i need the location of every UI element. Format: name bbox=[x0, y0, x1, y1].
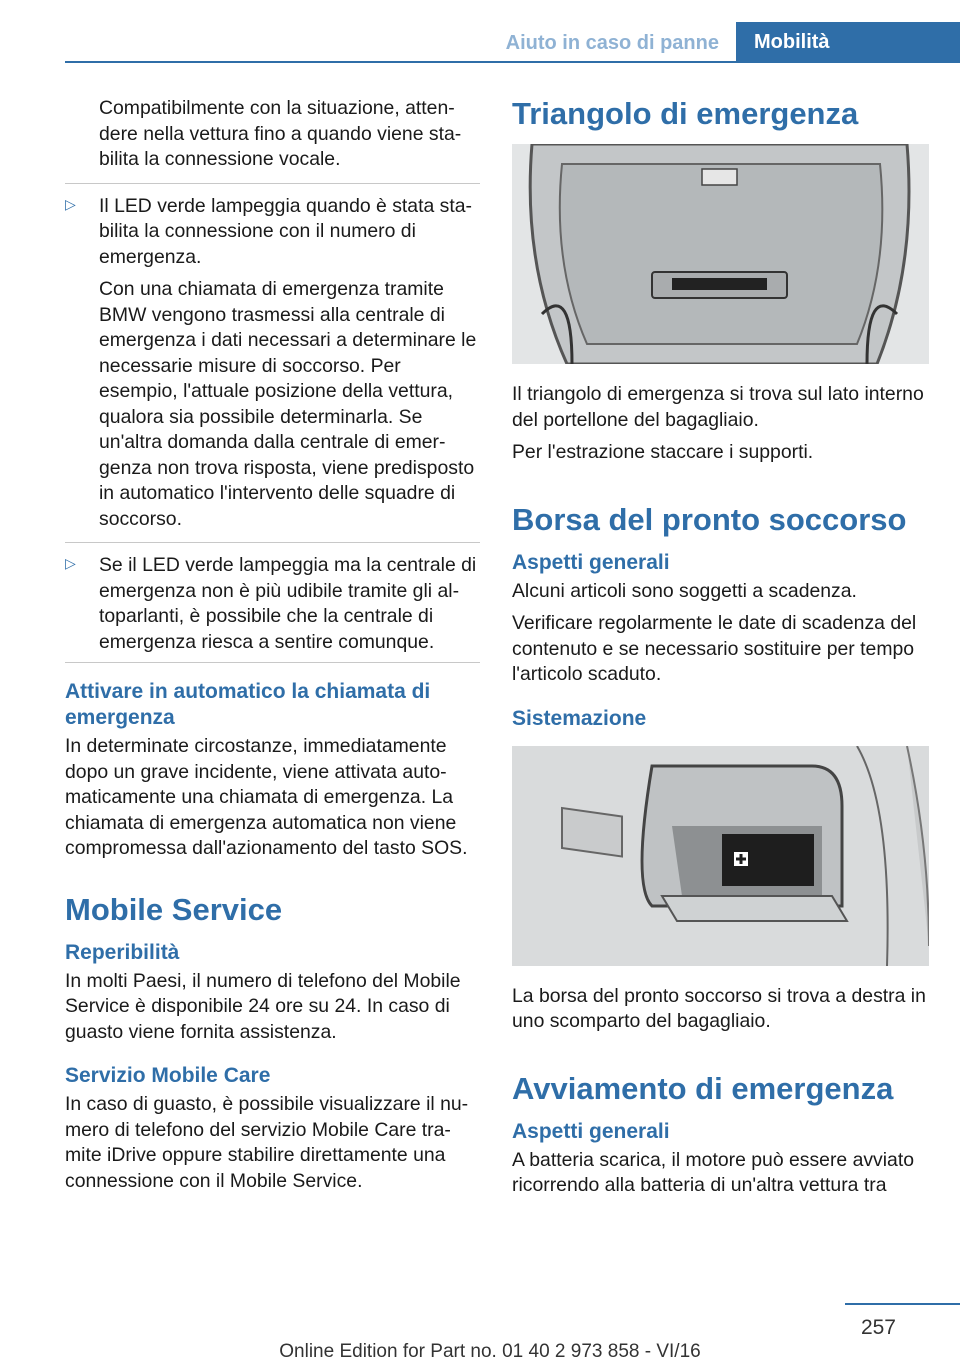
sistemazione-text: La borsa del pronto soccorso si trova a destra in uno scomparto del bagagliaio. bbox=[512, 984, 926, 1032]
heading-auto-call: Attivare in automatico la chiamata di emergenza bbox=[65, 680, 431, 729]
auto-call-text: In determinate circostanze, immediatamente dopo un grave incidente, viene attivata automaticamente una chiamata di emergenza. La chiamata di emergenza automatica non viene compromessa dall'azionamento del tasto SOS. bbox=[65, 735, 468, 859]
heading-triangolo: Triangolo di emergenza bbox=[512, 96, 859, 131]
bullet-text-continued: Con una chiamata di emergenza tramite BMW vengono trasmessi alla centrale di emergenza i dati necessari a determinare le necessarie misure di soccorso. Per esempio, l'attuale posizione della vettura, qualora sia possibile determinarla. Se un'altra domanda dalla centrale di emergenza non trova risposta, viene predisposto in automatico l'intervento delle squadre di soccorso. bbox=[99, 278, 477, 530]
right-column bbox=[512, 96, 929, 1206]
footer-rule bbox=[845, 1303, 960, 1305]
bullet-text: Il LED verde lampeggia quando è stata stabilita la connessione con il numero di emergenza. bbox=[99, 194, 472, 268]
triangle-bullet-icon: ▷ bbox=[65, 195, 76, 212]
header-chapter: Mobilità bbox=[736, 22, 960, 63]
intro-text: Compatibilmente con la situazione, attendere nella vettura fino a quando viene stabilita la connessione vocale. bbox=[99, 97, 462, 170]
reperibilita-text: In molti Paesi, il numero di telefono del Mobile Service è disponibile 24 ore su 24. In caso di guasto viene fornita assistenza. bbox=[65, 969, 461, 1043]
heading-sistemazione: Sistemazione bbox=[512, 706, 647, 730]
warning-triangle-trunk-image bbox=[512, 144, 929, 364]
mobile-care-text: In caso di guasto, è possibile visualizzare il numero di telefono del servizio Mobile Care tramite iDrive oppure stabilire direttamente una connessione con il Mobile Service. bbox=[65, 1093, 469, 1192]
aspetti-text-2: Verificare regolarmente le date di scadenza del contenuto e se necessario sostituire per tempo l'articolo scaduto. bbox=[512, 612, 917, 685]
bullet-text: Se il LED verde lampeggia ma la centrale di emergenza non è più udibile tramite gli altoparlanti, è possibile che la centrale di emergenza riesca a sentire comunque. bbox=[99, 554, 477, 653]
heading-borsa: Borsa del pronto soccorso bbox=[512, 501, 907, 537]
heading-aspetti-generali-2: Aspetti generali bbox=[512, 1119, 670, 1143]
header-section: Aiuto in caso di panne bbox=[505, 32, 719, 54]
avviamento-text: A batteria scarica, il motore può essere avviato ricorrendo alla batteria di un'altra vettura tra bbox=[512, 1148, 915, 1196]
heading-reperibilita: Reperibilità bbox=[65, 940, 180, 964]
heading-avviamento: Avviamento di emergenza bbox=[512, 1070, 894, 1106]
heading-mobile-service: Mobile Service bbox=[65, 891, 283, 927]
list-item bbox=[65, 183, 480, 533]
triangolo-text-1: Il triangolo di emergenza si trova sul lato interno del portellone del bagagliaio. bbox=[512, 383, 924, 431]
triangle-bullet-icon: ▷ bbox=[65, 555, 76, 571]
triangolo-text-2: Per l'estrazione staccare i supporti. bbox=[512, 441, 814, 463]
aspetti-text-1: Alcuni articoli sono soggetti a scadenza. bbox=[512, 579, 857, 602]
left-column bbox=[65, 96, 480, 1201]
heading-mobile-care: Servizio Mobile Care bbox=[65, 1064, 271, 1087]
heading-aspetti-generali-1: Aspetti generali bbox=[512, 550, 670, 574]
section-auto bbox=[65, 662, 480, 862]
edition-footer: Online Edition for Part no. 01 40 2 973 858 - VI/16 bbox=[279, 1341, 701, 1362]
first-aid-kit-trunk-image bbox=[512, 746, 929, 966]
list-item bbox=[65, 542, 480, 655]
page-number: 257 bbox=[860, 1316, 896, 1339]
